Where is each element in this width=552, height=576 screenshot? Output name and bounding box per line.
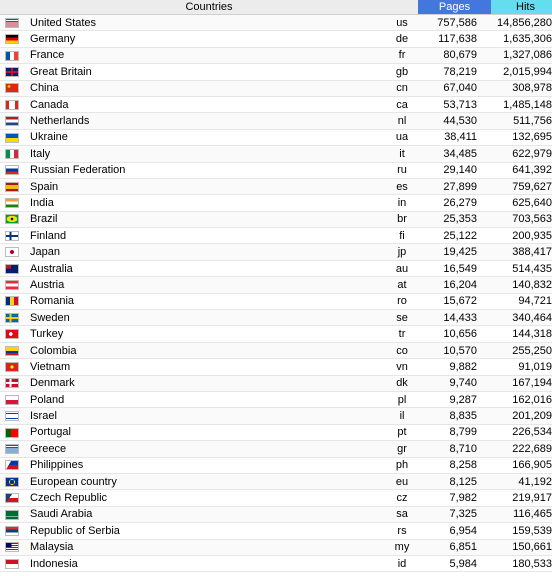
country-name: Great Britain [22,64,386,80]
hits-count: 222,689 [491,441,552,457]
pages-count: 9,740 [418,375,491,391]
country-name: Japan [22,244,386,260]
country-name: Malaysia [22,539,386,555]
country-name: Finland [22,228,386,244]
country-code: jp [386,244,418,260]
hits-count: 622,979 [491,146,552,162]
flag-cell [0,178,22,194]
de-flag-icon [5,34,19,44]
table-row [0,96,552,112]
table-row [0,15,552,31]
table-row [0,391,552,407]
country-code: fr [386,47,418,63]
il-flag-icon [5,411,19,421]
my-flag-icon [5,542,19,552]
pages-count: 8,258 [418,457,491,473]
country-code: ph [386,457,418,473]
hits-count: 159,539 [491,523,552,539]
flag-cell [0,293,22,309]
country-code: it [386,146,418,162]
table-row [0,375,552,391]
hits-count: 1,635,306 [491,31,552,47]
cn-flag-icon [5,83,19,93]
pages-count: 27,899 [418,178,491,194]
table-row [0,31,552,47]
country-code: dk [386,375,418,391]
pl-flag-icon [5,395,19,405]
table-row [0,47,552,63]
country-name: Vietnam [22,359,386,375]
flag-cell [0,391,22,407]
dk-flag-icon [5,378,19,388]
country-name: European country [22,473,386,489]
flag-cell [0,96,22,112]
pages-count: 19,425 [418,244,491,260]
hits-count: 180,533 [491,555,552,571]
pages-count: 117,638 [418,31,491,47]
hits-count: 14,856,280 [491,15,552,31]
table-row [0,195,552,211]
flag-cell [0,473,22,489]
table-row [0,326,552,342]
country-name: Austria [22,277,386,293]
country-name: Denmark [22,375,386,391]
country-code: vn [386,359,418,375]
pages-count: 10,570 [418,342,491,358]
table-row [0,228,552,244]
country-code: il [386,408,418,424]
ca-flag-icon [5,100,19,110]
id-flag-icon [5,559,19,569]
flag-cell [0,31,22,47]
pages-count: 6,954 [418,523,491,539]
country-name: Australia [22,260,386,276]
country-code: at [386,277,418,293]
hits-count: 162,016 [491,391,552,407]
country-name: India [22,195,386,211]
flag-cell [0,15,22,31]
flag-cell [0,375,22,391]
table-row [0,113,552,129]
pages-count: 25,353 [418,211,491,227]
table-row [0,408,552,424]
pages-count: 16,549 [418,260,491,276]
table-row [0,490,552,506]
table-row [0,359,552,375]
gb-flag-icon [5,67,19,77]
flag-cell [0,424,22,440]
country-code: tr [386,326,418,342]
pages-count: 80,679 [418,47,491,63]
hits-count: 91,019 [491,359,552,375]
table-row [0,146,552,162]
flag-cell [0,80,22,96]
table-row [0,64,552,80]
pages-count: 67,040 [418,80,491,96]
hits-count: 201,209 [491,408,552,424]
country-name: Canada [22,96,386,112]
au-flag-icon [5,264,19,274]
pages-count: 15,672 [418,293,491,309]
country-name: Czech Republic [22,490,386,506]
flag-cell [0,539,22,555]
pages-count: 6,851 [418,539,491,555]
sa-flag-icon [5,510,19,520]
hits-count: 150,661 [491,539,552,555]
table-row [0,129,552,145]
flag-cell [0,211,22,227]
pages-count: 8,710 [418,441,491,457]
flag-cell [0,359,22,375]
us-flag-icon [5,18,19,28]
table-row [0,342,552,358]
country-code: rs [386,523,418,539]
hits-count: 255,250 [491,342,552,358]
country-code: fi [386,228,418,244]
country-code: ca [386,96,418,112]
hits-count: 140,832 [491,277,552,293]
flag-cell [0,260,22,276]
country-name: Portugal [22,424,386,440]
country-code: se [386,310,418,326]
hits-count: 625,640 [491,195,552,211]
ro-flag-icon [5,296,19,306]
country-code: pl [386,391,418,407]
flag-cell [0,490,22,506]
country-name: China [22,80,386,96]
country-code: co [386,342,418,358]
country-code: br [386,211,418,227]
table-row [0,260,552,276]
country-code: gb [386,64,418,80]
table-row [0,473,552,489]
pt-flag-icon [5,428,19,438]
hits-count: 41,192 [491,473,552,489]
flag-cell [0,408,22,424]
country-name: Sweden [22,310,386,326]
table-row [0,178,552,194]
table-row [0,310,552,326]
flag-cell [0,195,22,211]
hits-count: 167,194 [491,375,552,391]
country-code: es [386,178,418,194]
flag-cell [0,277,22,293]
country-name: France [22,47,386,63]
hits-count: 641,392 [491,162,552,178]
country-name: Indonesia [22,555,386,571]
country-name: Germany [22,31,386,47]
flag-cell [0,228,22,244]
hits-count: 166,905 [491,457,552,473]
pages-count: 8,835 [418,408,491,424]
country-code: ro [386,293,418,309]
hits-count: 2,015,994 [491,64,552,80]
country-code: sa [386,506,418,522]
hits-count: 703,563 [491,211,552,227]
pages-count: 38,411 [418,129,491,145]
fr-flag-icon [5,51,19,61]
jp-flag-icon [5,247,19,257]
rs-flag-icon [5,526,19,536]
country-name: Saudi Arabia [22,506,386,522]
hits-count: 1,485,148 [491,96,552,112]
country-code: id [386,555,418,571]
country-code: ua [386,129,418,145]
hits-count: 132,695 [491,129,552,145]
table-row [0,424,552,440]
pages-count: 16,204 [418,277,491,293]
table-header-row [0,0,552,15]
flag-cell [0,457,22,473]
pages-count: 78,219 [418,64,491,80]
country-code: de [386,31,418,47]
country-name: Spain [22,178,386,194]
table-row [0,539,552,555]
flag-cell [0,244,22,260]
country-code: eu [386,473,418,489]
hits-count: 116,465 [491,506,552,522]
pages-count: 8,125 [418,473,491,489]
flag-cell [0,555,22,571]
country-name: Philippines [22,457,386,473]
flag-cell [0,113,22,129]
co-flag-icon [5,346,19,356]
hits-count: 388,417 [491,244,552,260]
pages-count: 53,713 [418,96,491,112]
in-flag-icon [5,198,19,208]
country-code: cz [386,490,418,506]
country-code: gr [386,441,418,457]
pages-count: 29,140 [418,162,491,178]
pages-count: 7,982 [418,490,491,506]
flag-cell [0,506,22,522]
country-code: pt [386,424,418,440]
country-code: in [386,195,418,211]
pages-column-header: Pages [418,0,491,15]
table-row [0,277,552,293]
flag-cell [0,64,22,80]
country-code: nl [386,113,418,129]
country-name: Israel [22,408,386,424]
hits-count: 308,978 [491,80,552,96]
pages-count: 7,325 [418,506,491,522]
table-row [0,80,552,96]
country-name: Italy [22,146,386,162]
flag-cell [0,523,22,539]
pages-count: 757,586 [418,15,491,31]
country-name: Brazil [22,211,386,227]
hits-count: 1,327,086 [491,47,552,63]
table-row [0,457,552,473]
flag-cell [0,310,22,326]
hits-count: 511,756 [491,113,552,129]
hits-count: 514,435 [491,260,552,276]
flag-cell [0,129,22,145]
flag-cell [0,162,22,178]
gr-flag-icon [5,444,19,454]
flag-cell [0,326,22,342]
country-name: United States [22,15,386,31]
pages-count: 34,485 [418,146,491,162]
country-name: Colombia [22,342,386,358]
country-name: Netherlands [22,113,386,129]
pages-count: 5,984 [418,555,491,571]
ua-flag-icon [5,133,19,143]
table-row [0,555,552,571]
table-row [0,523,552,539]
hits-count: 144,318 [491,326,552,342]
country-name: Russian Federation [22,162,386,178]
es-flag-icon [5,182,19,192]
tr-flag-icon [5,329,19,339]
pages-count: 26,279 [418,195,491,211]
pages-count: 10,656 [418,326,491,342]
vn-flag-icon [5,362,19,372]
country-code: cn [386,80,418,96]
pages-count: 25,122 [418,228,491,244]
country-code: my [386,539,418,555]
at-flag-icon [5,280,19,290]
se-flag-icon [5,313,19,323]
eu-flag-icon [5,477,19,487]
hits-count: 759,627 [491,178,552,194]
hits-count: 94,721 [491,293,552,309]
countries-column-header: Countries [0,0,418,15]
hits-count: 340,464 [491,310,552,326]
it-flag-icon [5,149,19,159]
br-flag-icon [5,214,19,224]
country-name: Ukraine [22,129,386,145]
ru-flag-icon [5,165,19,175]
flag-cell [0,146,22,162]
hits-count: 200,935 [491,228,552,244]
flag-cell [0,47,22,63]
country-code: ru [386,162,418,178]
country-name: Republic of Serbia [22,523,386,539]
fi-flag-icon [5,231,19,241]
hits-column-header: Hits [491,0,552,15]
table-row [0,441,552,457]
pages-count: 9,287 [418,391,491,407]
ph-flag-icon [5,460,19,470]
cz-flag-icon [5,493,19,503]
country-name: Romania [22,293,386,309]
flag-cell [0,342,22,358]
table-row [0,244,552,260]
country-code: us [386,15,418,31]
pages-count: 9,882 [418,359,491,375]
pages-count: 44,530 [418,113,491,129]
country-name: Turkey [22,326,386,342]
nl-flag-icon [5,116,19,126]
country-name: Greece [22,441,386,457]
flag-cell [0,441,22,457]
table-row [0,293,552,309]
country-name: Poland [22,391,386,407]
table-row [0,506,552,522]
table-row [0,211,552,227]
table-row [0,162,552,178]
pages-count: 8,799 [418,424,491,440]
pages-count: 14,433 [418,310,491,326]
hits-count: 219,917 [491,490,552,506]
country-code: au [386,260,418,276]
hits-count: 226,534 [491,424,552,440]
